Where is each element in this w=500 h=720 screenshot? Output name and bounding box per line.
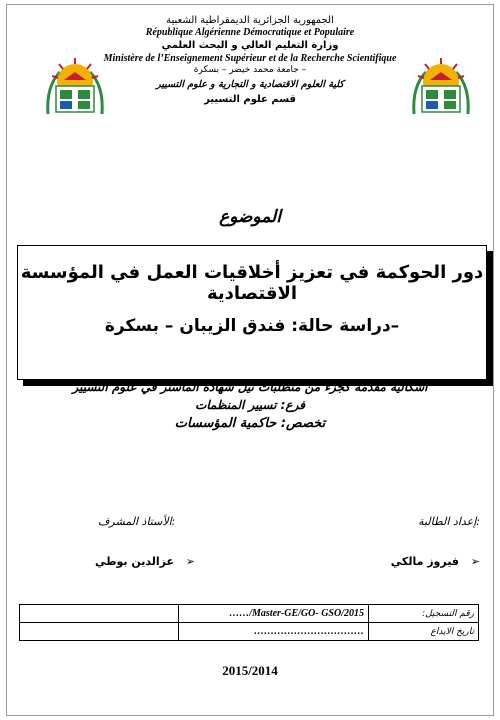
republic-arabic: الجمهورية الجزائرية الديمقراطية الشعبية bbox=[166, 15, 334, 26]
bullet-arrow-icon: ➢ bbox=[470, 555, 480, 568]
table-row bbox=[20, 623, 479, 641]
faculty-arabic: كلية العلوم الاقتصادية و التجارية و علوم التسيير bbox=[156, 79, 344, 90]
branch-line: فرع: تسيير المنظمات bbox=[195, 398, 305, 412]
degree-statement: اشكالية مقدمة كجزء من متطلبات نيل شهادة الماستر في علوم التسيير bbox=[72, 380, 428, 394]
supervisor-entry bbox=[95, 555, 195, 568]
case-study-title: دراسة حالة: فندق الزيبان – بسكرة– bbox=[104, 316, 400, 336]
deposit-date-value: …………………………… bbox=[179, 623, 369, 641]
ministry-arabic: وزارة التعليم العالي و البحث العلمي bbox=[161, 40, 339, 51]
table-cell-empty bbox=[20, 623, 179, 641]
registration-number-label: رقم التسجيل: bbox=[369, 605, 479, 623]
university-logo-right bbox=[408, 56, 474, 118]
university-logo-left bbox=[42, 56, 108, 118]
republic-french: République Algérienne Démocratique et Populaire bbox=[145, 27, 355, 38]
student-name: فيروز مالكي bbox=[390, 555, 459, 568]
supervisor-label: الأستاذ المشرف: bbox=[98, 515, 176, 528]
bullet-arrow-icon: ➢ bbox=[185, 555, 196, 568]
university-arabic: جامعة محمد خيضر – بسكرة – bbox=[193, 65, 307, 75]
table-row bbox=[20, 605, 479, 623]
ministry-french: Ministère de l’Enseignement Supérieur et de la Recherche Scientifique bbox=[103, 53, 397, 64]
thesis-title: دور الحوكمة في تعزيز أخلاقيات العمل في المؤسسة الاقتصادية bbox=[20, 262, 484, 304]
department-arabic: قسم علوم التسيير bbox=[204, 94, 296, 105]
deposit-date-label: تاريخ الايداع bbox=[369, 623, 479, 641]
student-label: إعداد الطالبة: bbox=[418, 515, 480, 528]
table-cell-empty bbox=[20, 605, 179, 623]
supervisor-name: عزالدين بوطي bbox=[95, 555, 174, 568]
registration-table bbox=[19, 604, 479, 641]
academic-year: 2015/2014 bbox=[222, 663, 278, 678]
subject-heading: الموضوع bbox=[219, 207, 281, 227]
registration-number-value: ……/Master-GE/GO- GSO/2015 bbox=[179, 605, 369, 623]
specialty-line: تخصص: حاكمية المؤسسات bbox=[174, 416, 326, 431]
student-entry bbox=[391, 555, 480, 568]
title-box bbox=[17, 245, 487, 380]
